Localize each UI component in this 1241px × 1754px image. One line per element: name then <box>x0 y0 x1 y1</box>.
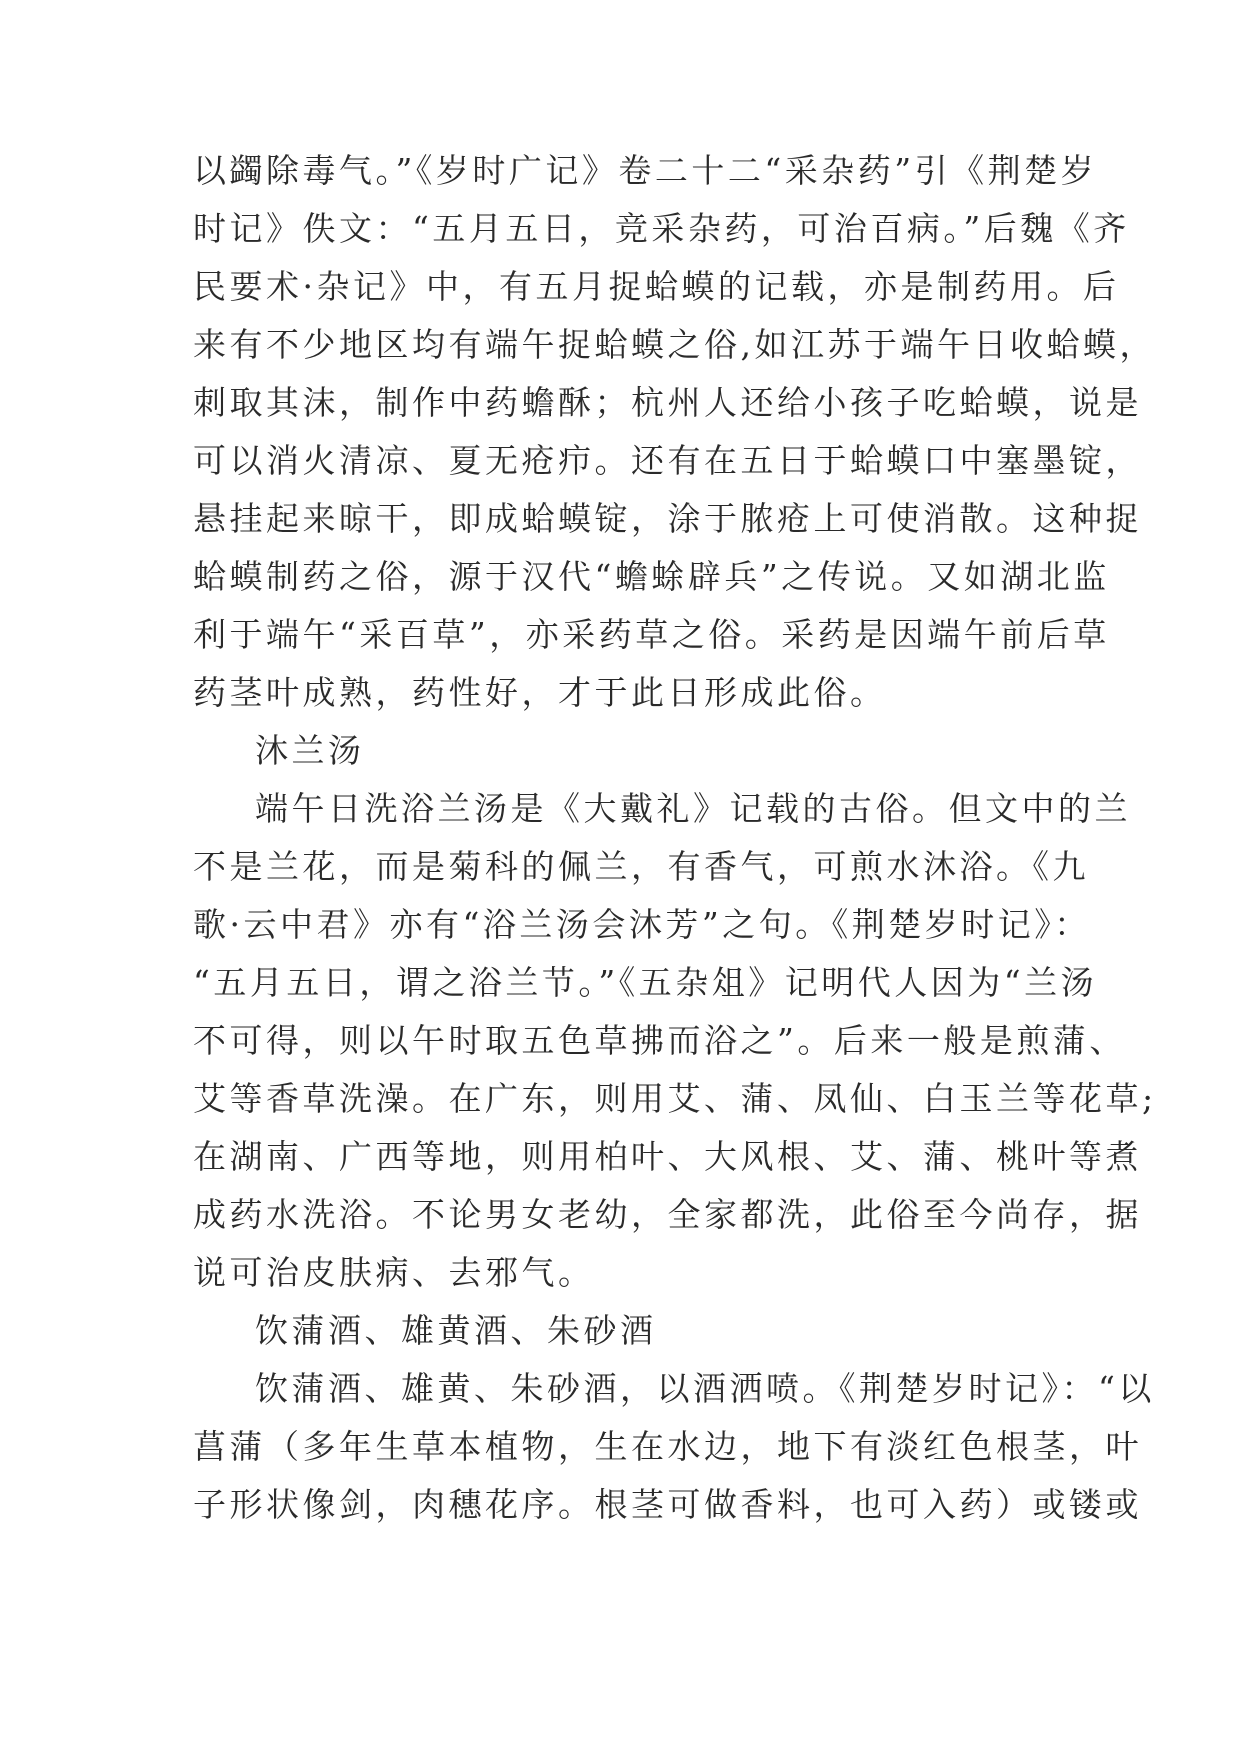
text-line: 时记》佚文：“五月五日，竞采杂药，可治百病。”后魏《齐 <box>193 209 1130 248</box>
text-line: 端午日洗浴兰汤是《大戴礼》记载的古俗。但文中的兰 <box>255 789 1131 828</box>
text-line: 刺取其沫，制作中药蟾酥；杭州人还给小孩子吃蛤蟆，说是 <box>193 383 1142 422</box>
text-line: 可以消火清凉、夏无疮疖。还有在五日于蛤蟆口中塞墨锭， <box>193 441 1142 480</box>
text-line: 子形状像剑，肉穗花序。根茎可做香料，也可入药）或镂或 <box>193 1485 1142 1524</box>
text-line: 民要术·杂记》中，有五月捉蛤蟆的记载，亦是制药用。后 <box>193 267 1120 306</box>
text-line: “五月五日，谓之浴兰节。”《五杂俎》记明代人因为“兰汤 <box>193 963 1098 1002</box>
text-line: 不可得，则以午时取五色草拂而浴之”。后来一般是煎蒲、 <box>193 1021 1126 1060</box>
text-line: 悬挂起来晾干，即成蛤蟆锭，涂于脓疮上可使消散。这种捉 <box>193 499 1142 538</box>
text-line: 饮蒲酒、雄黄、朱砂酒，以酒洒喷。《荆楚岁时记》：“以 <box>255 1369 1155 1408</box>
text-line: 利于端午“采百草”，亦采药草之俗。采药是因端午前后草 <box>193 615 1110 654</box>
text-line: 药茎叶成熟，药性好，才于此日形成此俗。 <box>193 673 887 712</box>
text-line: 说可治皮肤病、去邪气。 <box>193 1253 595 1292</box>
text-line: 歌·云中君》亦有“浴兰汤会沐芳”之句。《荆楚岁时记》： <box>193 905 1091 944</box>
text-line: 以蠲除毒气。”《岁时广记》卷二十二“采杂药”引《荆楚岁 <box>193 151 1098 190</box>
text-line: 艾等香草洗澡。在广东，则用艾、蒲、凤仙、白玉兰等花草; <box>193 1079 1157 1118</box>
text-line: 不是兰花，而是菊科的佩兰，有香气，可煎水沐浴。《九 <box>193 847 1089 886</box>
text-line: 菖蒲（多年生草本植物，生在水边，地下有淡红色根茎，叶 <box>193 1427 1142 1466</box>
text-line: 蛤蟆制药之俗，源于汉代“蟾蜍辟兵”之传说。又如湖北监 <box>193 557 1110 596</box>
text-line: 成药水洗浴。不论男女老幼，全家都洗，此俗至今尚存，据 <box>193 1195 1142 1234</box>
text-line: 来有不少地区均有端午捉蛤蟆之俗,如江苏于端午日收蛤蟆， <box>193 325 1156 364</box>
text-line: 在湖南、广西等地，则用柏叶、大风根、艾、蒲、桃叶等煮 <box>193 1137 1142 1176</box>
section-heading: 沐兰汤 <box>255 731 365 770</box>
section-heading: 饮蒲酒、雄黄酒、朱砂酒 <box>255 1311 657 1350</box>
